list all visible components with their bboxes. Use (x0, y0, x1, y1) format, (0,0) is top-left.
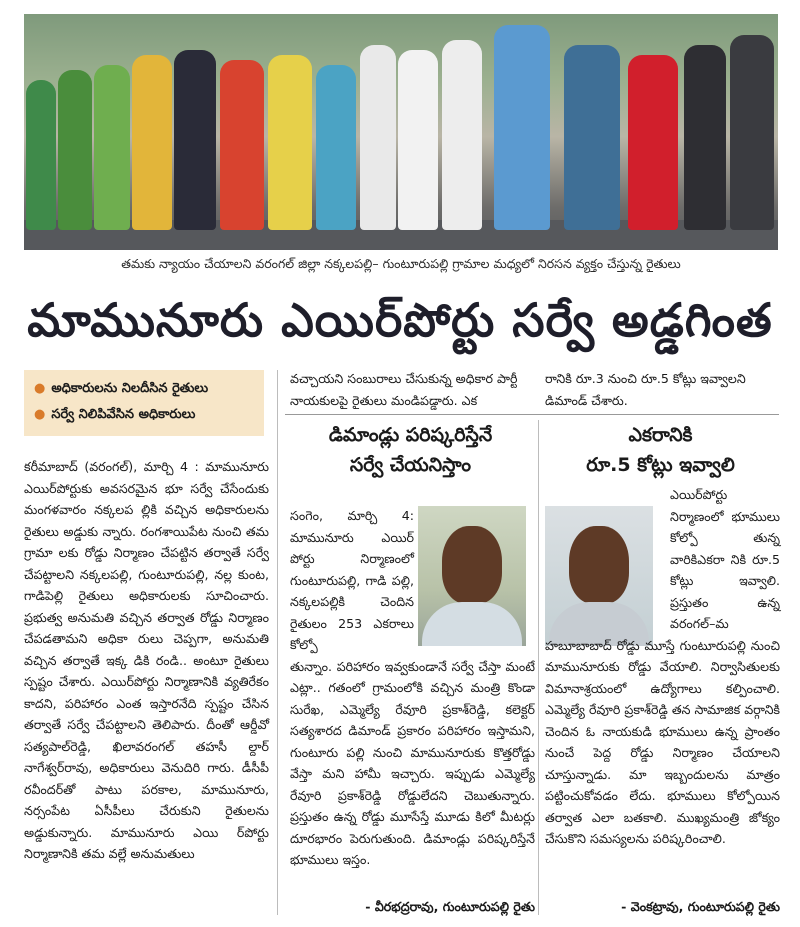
right-story-body: హబూబాబాద్ రోడ్డు మూస్తే గుంటూరుపల్లి నుంచి మామునూరుకు రోడ్డు వేయాలి. నిర్వాసితులకు విమానాశ్రయంలో ఉద్యోగాలు కల్పించాలి. ఎమ్మెల్యే రేవూరి ప్రకాశ్‌రెడ్డి తన సామాజిక వర్గానికి చెందిన ఓ నాయకుడి భూములు ఉన్న ప్రాంతం నుంచే పెద్ద రోడ్డు నిర్మాణం చేయాలని చూస్తున్నాడు. మా ఇబ్బందులను మాత్రం పట్టించుకోవడం లేదు. భూములు కోల్పోయిన తర్వాత ఎలా బతకాలి. ముఖ్యమంత్రి జోక్యం చేసుకొని సమస్యలను పరిష్కరించాలి. (545, 637, 780, 846)
mid-story-text (290, 505, 535, 871)
highlight-text: సర్వే నిలిపివేసిన అధికారులు (51, 407, 196, 422)
figure (494, 25, 550, 230)
right-title-line1: ఎకరానికి (628, 424, 693, 446)
column-divider (538, 420, 539, 915)
right-story-title (543, 420, 778, 480)
figure (564, 45, 620, 230)
section-divider (285, 414, 779, 415)
figure (94, 65, 130, 230)
mid-story-lead: సంగెం, మార్చి 4: మామునూరు ఎయిర్ పోర్టు నిర్మాణంలో గుంటూరుపల్లి, గాడి పల్లి, నక్కలపల్లికి చెందిన రైతులం 253 ఎకరాలు కోల్పో (290, 508, 414, 652)
highlight-text: అధికారులను నిలదీసిన రైతులు (51, 381, 209, 396)
figure (132, 55, 172, 230)
figure (684, 45, 726, 230)
figure (58, 70, 92, 230)
figure (442, 40, 482, 230)
highlights-box (24, 370, 264, 436)
right-story-credit: - వెంకట్రావు, గుంటూరుపల్లి రైతు (621, 899, 780, 914)
caption-text: తమకు న్యాయం చేయాలని వరంగల్ జిల్లా నక్కలపల్లి– గుంటూరుపల్లి గ్రామాల మధ్యలో నిరసన వ్యక్తం చేస్తున్న రైతులు (115, 256, 686, 271)
main-story-continuation: వచ్చాయని సంబురాలు చేసుకున్న అధికార పార్టీ నాయకులపై రైతులు మండిపడ్డారు. ఎక (290, 371, 518, 408)
figure (730, 35, 774, 230)
figure (174, 50, 216, 230)
right-story-lead: ఎయిర్‌పోర్టు నిర్మాణంలో భూములు కోల్పో తున్న వారికిఎకరా నికి రూ.5 కోట్లు ఇవ్వాలి. ప్రస్తుతం ఉన్న వరంగల్–మ (670, 487, 780, 631)
figure (398, 50, 438, 230)
figure (26, 80, 56, 230)
mid-title-line2: సర్వే చేయనిస్తాం (349, 454, 472, 476)
protest-photo (24, 14, 778, 250)
mid-title-line1: డిమాండ్లు పరిష్కరిస్తేనే (328, 424, 493, 446)
headline: మామునూరు ఎయిర్‌పోర్టు సర్వే అడ్డగింత (27, 293, 773, 347)
photo-caption (24, 253, 778, 275)
column-divider (277, 370, 278, 915)
highlight-item: ● సర్వే నిలిపివేసిన అధికారులు (34, 407, 196, 422)
figure (220, 60, 264, 230)
figure (628, 55, 678, 230)
figure (316, 65, 356, 230)
highlight-item: ● అధికారులను నిలదీసిన రైతులు (34, 381, 209, 396)
figure (268, 55, 312, 230)
mid-story-title (288, 420, 533, 480)
mid-story-body: తున్నాం. పరిహారం ఇవ్వకుండానే సర్వే చేస్తా మంటే ఎట్లా.. గతంలో గ్రామంలోకి వచ్చిన మంత్రి కొండా సురేఖ, ఎమ్మెల్యే రేవూరి ప్రకాశ్‌రెడ్డి, కలెక్టర్ సత్యశారద డిమాండ్ ప్రకారం పరిహారం ఇస్తామని, గుంటూరు పల్లి నుంచి మామునూరుకు కొత్తరోడ్డు వేస్తా మని హామీ ఇచ్చారు. ఇప్పుడు ఎమ్మెల్యే రేవూరి ప్రకాశ్‌రెడ్డి రోడ్డులేదని చెబుతున్నారు. ప్రస్తుతం ఉన్న రోడ్డు మూసేస్తే మూడు కిలో మీటర్లు దూరభారం పెరుగుతుంది. డిమాండ్లు పరిష్కరిస్తేనే భూములు ఇస్తం. (290, 658, 535, 867)
figure (360, 45, 396, 230)
right-title-line2: రూ.5 కోట్లు ఇవ్వాలి (586, 454, 735, 476)
right-story-text (545, 484, 780, 850)
main-story-continuation-2: రానికి రూ.3 నుంచి రూ.5 కోట్లు ఇవ్వాలని డిమాండ్ చేశారు. (545, 371, 746, 408)
main-story-text: కరీమాబాద్ (వరంగల్), మార్చి 4 : మామునూరు ఎయిర్‌పోర్టుకు అవసరమైన భూ సర్వే చేసేందుకు మంగళవారం నక్కలప ల్లికి వచ్చిన అధికారులను రైతులు అడ్డుకు న్నారు. రంగశాయిపేట నుంచి తమ గ్రామా లకు రోడ్డు నిర్మాణం చేపట్టిన తర్వాతే సర్వే చేపట్టాలని నక్కలపల్లి, గుంటూరుపల్లి, నల్ల కుంట, గాడిపెల్లి రైతులు అధికారులకు సూచించారు. ప్రభుత్వ అనుమతి వచ్చిన తర్వాత రోడ్డు నిర్మాణం చేపడతామని అధికా రులు చెప్పగా, అనుమతి వచ్చిన తర్వాతే ఇక్క డికి రండి.. అంటూ రైతులు స్పష్టం చేశారు. ఎయిర్‌పోర్టు నిర్మాణానికి వ్యతిరేకం కాదని, పరిహారం ఎంత ఇస్తారనేది స్పష్టం చేసిన తర్వాతే సర్వే చేపట్టాలని తెలిపారు. దీంతో ఆర్డీవో సత్యపాల్‌రెడ్డి, ఖిలావరంగల్ తహసీ ల్దార్ నాగేశ్వర్‌రావు, అధికారులు వెనుదిరి గారు. డీసీపీ రవీందర్‌తో పాటు పరకాల, మామునూరు, నర్సంపేట ఏసీపీలు చేరుకుని రైతులను అడ్డుకున్నారు. మామునూరు ఎయి ర్‌పోర్టు నిర్మాణానికి తమ వల్లే అనుమతులు (24, 459, 269, 861)
mid-story-credit: - వీరభద్రరావు, గుంటూరుపల్లి రైతు (365, 899, 535, 914)
